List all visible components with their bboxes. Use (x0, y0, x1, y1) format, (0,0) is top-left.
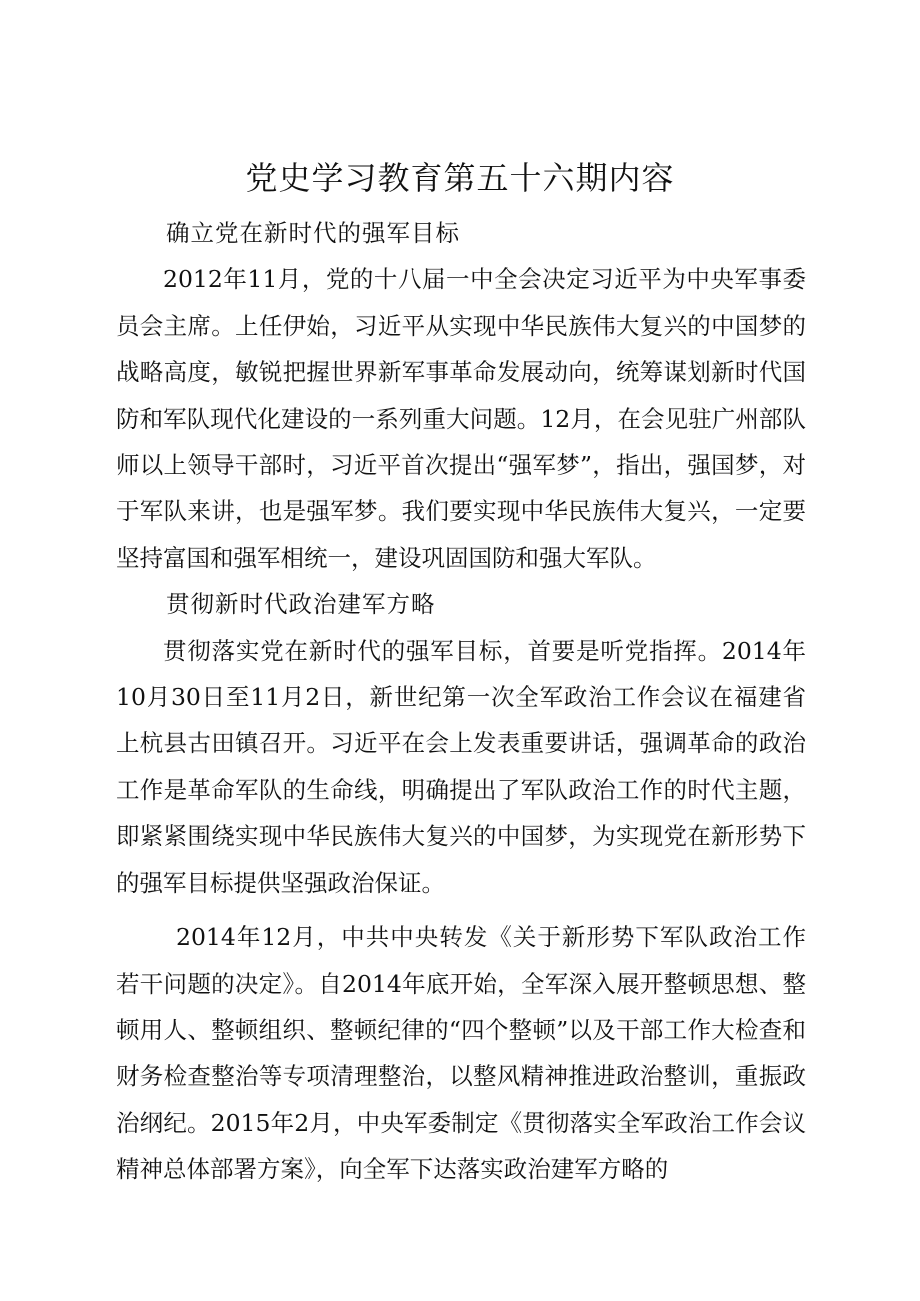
section-heading-2: 贯彻新时代政治建军方略 (166, 590, 436, 619)
section-2-paragraph-2: 2014年12月，中共中央转发《关于新形势下军队政治工作若干问题的决定》。自2014年底开始，全军深入展开整顿思想、整顿用人、整顿组织、整顿纪律的“四个整顿”以及干部工作大检查和财务检查整治等专项清理整治，以整风精神推进政治整训，重振政治纲纪。2015年2月，中央军委制定《贯彻落实全军政治工作会议精神总体部署方案》，向全军下达落实政治建军方略的 (116, 923, 806, 1184)
section-heading-1: 确立党在新时代的强军目标 (166, 219, 460, 247)
section-2-paragraph-1: 贯彻落实党在新时代的强军目标，首要是听党指挥。2014年10月30日至11月2日，新世纪第一次全军政治工作会议在福建省上杭县古田镇召开。习近平在会上发表重要讲话，强调革命的政治工作是革命军队的生命线，明确提出了军队政治工作的时代主题，即紧紧围绕实现中华民族伟大复兴的中国梦，为实现党在新形势下的强军目标提供坚强政治保证。 (116, 636, 806, 897)
page-title: 党史学习教育第五十六期内容 (245, 159, 675, 197)
section-1-paragraph-1: 2012年11月，党的十八届一中全会决定习近平为中央军事委员会主席。上任伊始，习近平从实现中华民族伟大复兴的中国梦的战略高度，敏锐把握世界新军事革命发展动向，统筹谋划新时代国防和军队现代化建设的一系列重大问题。12月，在会见驻广州部队师以上领导干部时，习近平首次提出“强军梦”，指出，强国梦，对于军队来讲，也是强军梦。我们要实现中华民族伟大复兴，一定要坚持富国和强军相统一，建设巩固国防和强大军队。 (116, 265, 806, 572)
document-body (116, 210, 806, 1193)
